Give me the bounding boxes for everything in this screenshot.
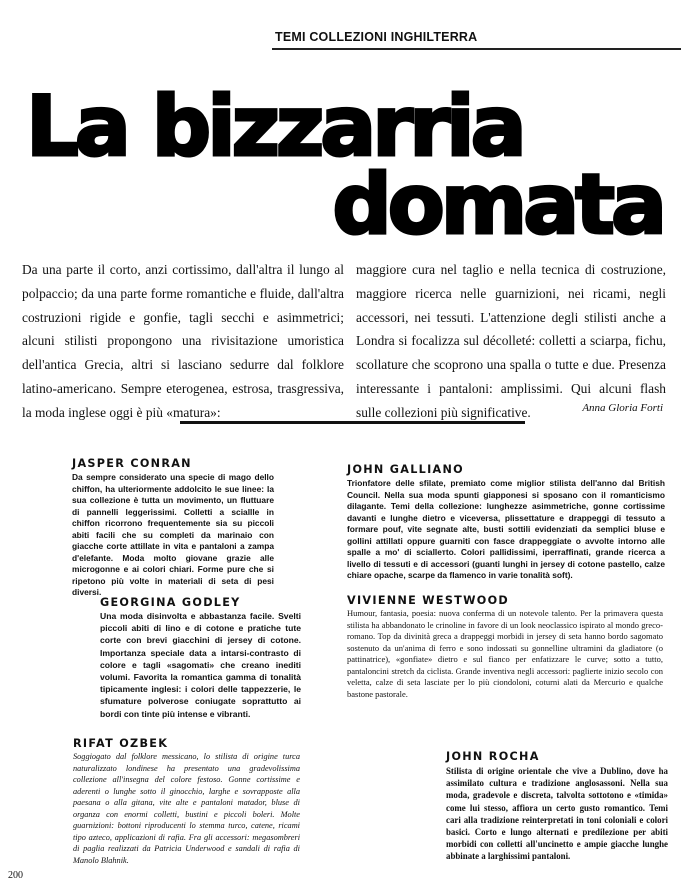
headline-line-2: domata bbox=[332, 156, 663, 253]
designer-name-rocha: JOHN ROCHA bbox=[446, 750, 540, 763]
section-header: TEMI COLLEZIONI INGHILTERRA bbox=[275, 30, 478, 44]
designer-text-rocha: Stilista di origine orientale che vive a Dublino, dove ha assimilato cultura e tradizione anglosassoni. Nella sua moda, gradevole e discreta, talvolta sottotono e «timida» come lui stesso, affiora un certo gusto romantico. Temi cari alla tradizione reinterpretati in toni coloniali e colori basici. Corto e lungo alternati e predilezione per abiti morbidi con colletti all'uncinetto e ampie giacche lunghe abbinate a larghissimi pantaloni. bbox=[446, 766, 668, 862]
designer-text-galliano: Trionfatore delle sfilate, premiato come miglior stilista dell'anno dal British Council. Nella sua moda spunti giapponesi si sposano con il romanticismo dilagante. Temi della collezione: lunghezze asimmetriche, gonne cortissime davanti e lunghe dietro e viceversa, plissettature e drappeggi di tessuto a formare pouf, vite segnate alte, busti sottili evidenziati da semplici bluse e gollini attillati oppure guarniti con fasce drappeggiate o avvolte intorno alle spalle a mo' di sciallетto. Colori pallidissimi, iperraffinati, grande ricerca a livello di tessuti e di accessori (guanti lunghi in jersey di cotone pastello, calze chiare opache, scarpe da flamenco in varie tonalità soft). bbox=[347, 478, 665, 580]
intro-column-right: maggiore cura nel taglio e nella tecnica di costruzione, maggiore ricerca nelle guarnizioni, nei ricami, negli accessori, nei tessuti. L'attenzione degli stilisti anche a Londra si focalizza sul décolleté: colletti a sciarpa, fichu, scollature che scoprono una spalla o tutte e due. Presenza interessante i pantaloni: amplissimi. Qui alcuni flash sulle collezioni più significative. bbox=[356, 262, 666, 420]
designer-name-westwood: VIVIENNE WESTWOOD bbox=[347, 594, 509, 607]
headline-line-1: La bizzarria bbox=[26, 78, 523, 175]
designer-text-ozbek: Soggiogato dal folklore messicano, lo stilista di origine turca naturalizzato londinese ha presentato una gradevolissima collezione all'insegna del colore festoso. Gonne cortissime e aderenti o lunghe sotto il ginocchio, larghe e sovrapposte alla paesana o alla gitana, vite alte e pantaloni matador, bluse di organza con enormi colletti, bustini e piccoli boleri. Molte guarnizioni: bottoni riproducenti lo stemma turco, catene, ricami tipo azteco, applicazioni di rafia. Fra gli accessori: megasombreri di paglia realizzati da Patricia Underwood e sandali di rafia di Manolo Blahnik. bbox=[73, 752, 300, 865]
header-rule bbox=[272, 48, 681, 50]
designer-text-conran: Da sempre considerato una specie di mago dello chiffon, ha ulteriormente addolcito le sue linee: la sua collezione è tutta un movimento, un fluttuare di pannelli leggerissimi. Colletti a sciallle in chiffon ricorrono frequentemente sia su piccoli abiti facili che su completi da marinaio con giacche corte attillate in vita e pantaloni a zampa d'elefante. Moda molto giovane grazie alle microgonne e ai colori chiari. Forme pure che si ripetono più volte in materiali di seta di pesi diversi. bbox=[72, 472, 274, 597]
author-byline: Anna Gloria Forti bbox=[582, 402, 663, 414]
designer-text-westwood: Humour, fantasia, poesia: nuova conferma di un notevole talento. Per la primavera questa stilista ha abbandonato le crinoline in favore di un look neoclassico ispirato al mondo greco-romano. Top da divinità greca a drappeggi morbidi in jersey di seta hanno bordo sagomato sostenuto da un'anima di ferro e sono indossati su gonnelline ultramini da gladiatore (o pattinatrice), «gonfiate» dietro e sul fianco per enfatizzare le curve; sotto a tutto, pantaloncini stretch da ciclista. Grande inventiva negli accessori: paglierte inizio secolo con veletta, calze di seta lasciate per lo più ciondoloni, coturni alati da Mercurio e qualche bastone pastorale. bbox=[347, 608, 663, 699]
page-number: 200 bbox=[8, 870, 23, 881]
designer-name-conran: JASPER CONRAN bbox=[72, 457, 192, 470]
section-divider bbox=[180, 421, 525, 424]
intro-column-left: Da una parte il corto, anzi cortissimo, dall'altra il lungo al polpaccio; da una parte forme romantiche e fluide, dall'altra costruzioni rigide e gonfie, tagli secchi e asimmetrici; alcuni stilisti propongono una rivisitazione umoristica dell'antica Grecia, altri si lasciano sedurre dal folklore latino-americano. Sempre eterogenea, estrosa, trasgressiva, la moda inglese oggi è più «matura»: bbox=[22, 262, 344, 420]
designer-name-galliano: JOHN GALLIANO bbox=[347, 463, 464, 476]
designer-name-godley: GEORGINA GODLEY bbox=[100, 596, 241, 609]
designer-name-ozbek: RIFAT OZBEK bbox=[73, 737, 169, 750]
designer-text-godley: Una moda disinvolta e abbastanza facile. Svelti piccoli abiti di lino e di cotone e pratiche tute corte con brevi giacchini di jersey di cotone. Importanza speciale data a intarsi-contrasto di colore e tagli «sagomati» che creano inediti volumi. Favorita la romantica gamma di tonalità tipicamente inglesi: i colori delle tappezzerie, le sfumature polverose coniugate soprattutto ai bordi con tinte più intense e vibranti. bbox=[100, 611, 301, 719]
